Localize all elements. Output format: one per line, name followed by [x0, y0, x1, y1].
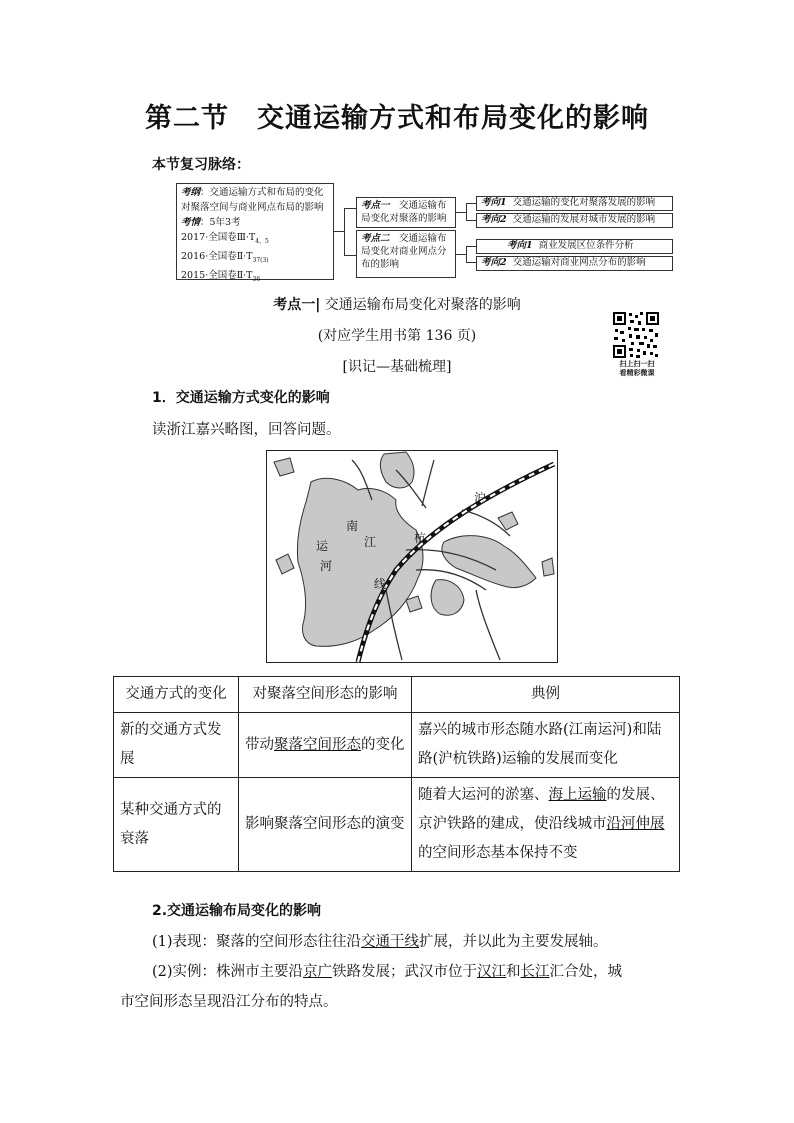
- section-title: 交通运输布局变化对聚落的影响: [324, 297, 521, 313]
- map-label-hu: 沪: [474, 491, 487, 505]
- section-label: 考点一|: [273, 297, 321, 313]
- map-label-jiang: 江: [364, 535, 377, 549]
- table-header: 对聚落空间形态的影响: [239, 677, 412, 713]
- exam-2015: 2015·全国卷Ⅱ·T: [181, 269, 253, 281]
- map-label-hang: 杭: [414, 531, 427, 545]
- table-cell: 影响聚落空间形态的演变: [239, 778, 412, 872]
- table-cell: 嘉兴的城市形态随水路(江南运河)和陆路(沪杭铁路)运输的发展而变化: [412, 713, 680, 778]
- outline-left-box: 考纲：交通运输方式和布局的变化对聚落空间与商业网点布局的影响 考情：5年3考 2017·全国卷$Ⅲ\cdot T_{4、5}$ 2016·全国卷$Ⅱ\cdot T_{37(3)}$ 2015·全国卷$Ⅱ\cdot T_{36}$: [176, 183, 334, 280]
- table-header: 交通方式的变化: [114, 677, 239, 713]
- kaogang-text: ：交通运输方式和布局的变化对聚落空间与商业网点布局的影响: [181, 187, 324, 213]
- direction2-box: 考向2 交通运输的发展对城市发展的影响: [476, 213, 673, 228]
- table-cell: 带动聚落空间形态的变化: [239, 713, 412, 778]
- kaogang-label: 考纲: [181, 187, 201, 198]
- direction4-box: 考向2 交通运输对商业网点分布的影响: [476, 256, 673, 271]
- item1-heading: 1．交通运输方式变化的影响: [152, 390, 330, 406]
- section-heading: [0, 294, 794, 314]
- kaoqing-text: ：5年3考: [200, 217, 241, 228]
- basic-review-label: [识记—基础梳理]: [342, 359, 452, 375]
- item2-heading: 2.交通运输布局变化的影响: [152, 903, 322, 919]
- map-label-he: 河: [320, 559, 333, 573]
- map-label-xian: 线: [374, 577, 387, 591]
- direction3-box: 考向1 商业发展区位条件分析: [476, 239, 673, 254]
- exam-2016: 2016·全国卷Ⅱ·T: [181, 250, 253, 262]
- jiaxing-map: [266, 450, 558, 663]
- qr-caption: 扫上扫一扫 看精彩微课: [619, 360, 655, 377]
- table-header-row: [114, 677, 680, 713]
- exam-2017: 2017·全国卷Ⅲ·T: [181, 232, 256, 243]
- kaoqing-label: 考情: [181, 217, 201, 228]
- table-cell: 随着大运河的淤塞、海上运输的发展、京沪铁路的建成，使沿线城市沿河伸展的空间形态基本保持不变: [412, 778, 680, 872]
- book-reference: (对应学生用书第 136 页): [317, 328, 477, 344]
- transport-table: [113, 676, 680, 872]
- table-row: [114, 778, 680, 872]
- point2-box: 考点二 交通运输布局变化对商业网点分布的影响: [356, 230, 456, 278]
- table-cell: 新的交通方式发展: [114, 713, 239, 778]
- item1-instruction: 读浙江嘉兴略图，回答问题。: [152, 422, 341, 438]
- review-label: 本节复习脉络：: [152, 157, 250, 173]
- point1-box: 考点一 交通运输布局变化对聚落的影响: [356, 197, 456, 228]
- map-label-nan: 南: [346, 519, 359, 533]
- direction1-box: 考向1 交通运输的变化对聚落发展的影响: [476, 196, 673, 211]
- item2-paragraph-2: (2)实例：株洲市主要沿京广铁路发展；武汉市位于汉江和长江汇合处，城: [152, 964, 623, 980]
- table-cell: 某种交通方式的衰落: [114, 778, 239, 872]
- page-title: 第二节 交通运输方式和布局变化的影响: [145, 103, 649, 134]
- map-label-yun: 运: [316, 539, 329, 553]
- table-header: 典例: [412, 677, 680, 713]
- item2-paragraph-1: (1)表现：聚落的空间形态往往沿交通干线扩展，并以此为主要发展轴。: [152, 934, 608, 950]
- table-row: [114, 713, 680, 778]
- qr-code-icon[interactable]: [612, 311, 660, 359]
- item2-paragraph-2-cont: 市空间形态呈现沿江分布的特点。: [120, 994, 338, 1010]
